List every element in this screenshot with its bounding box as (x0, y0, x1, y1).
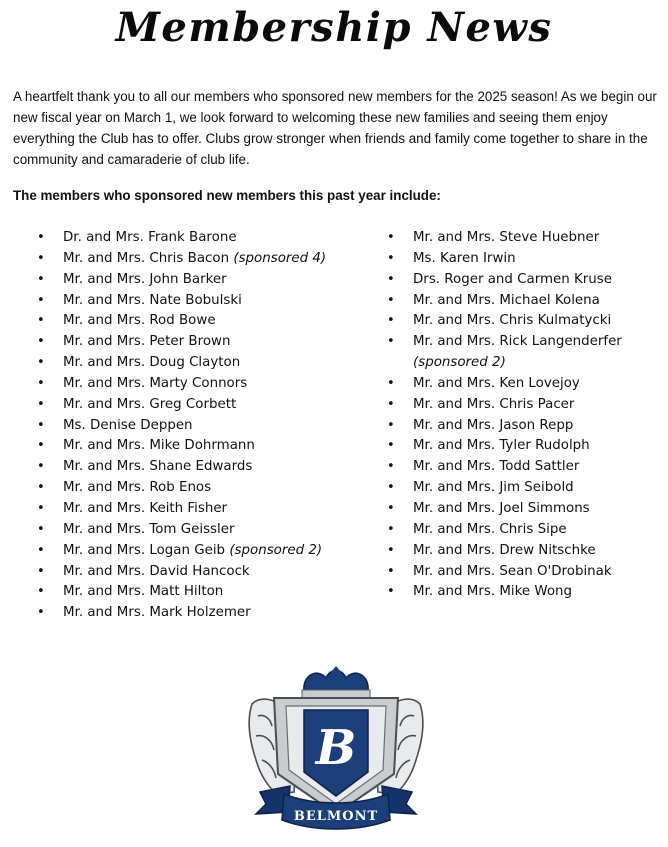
sponsor-list-item (63, 582, 326, 603)
sponsor-list-item (63, 395, 326, 416)
sponsor-list-right (413, 228, 663, 603)
sponsor-name: Mr. and Mrs. Marty Connors (63, 375, 248, 391)
page-title: Membership News (115, 4, 553, 51)
sponsors-subheading: The members who sponsored new members this past year include: (13, 188, 441, 203)
sponsor-list-item (63, 457, 326, 478)
sponsor-list-item (413, 499, 663, 520)
sponsor-name: Mr. and Mrs. Chris Sipe (413, 521, 567, 537)
sponsor-name: Mr. and Mrs. Mike Dohrmann (63, 438, 255, 454)
sponsor-list-item (413, 478, 663, 499)
sponsor-list-item (413, 562, 663, 583)
sponsor-list-item (63, 499, 326, 520)
sponsor-list-item (63, 374, 326, 395)
sponsor-name: Mr. and Mrs. Mark Holzemer (63, 605, 251, 621)
sponsor-list-item (413, 436, 663, 457)
sponsor-name: Mr. and Mrs. Chris Bacon (63, 250, 230, 266)
sponsor-name: Mr. and Mrs. Ken Lovejoy (413, 375, 580, 391)
sponsor-name: Mr. and Mrs. Shane Edwards (63, 459, 253, 475)
sponsor-count-note: (sponsored 4) (233, 250, 327, 266)
sponsor-name: Dr. and Mrs. Frank Barone (63, 230, 237, 245)
sponsor-list-item (413, 395, 663, 416)
sponsor-name: Mr. and Mrs. Nate Bobulski (63, 292, 242, 308)
banner-text: BELMONT (293, 809, 379, 824)
sponsor-list-item (413, 374, 663, 395)
sponsor-list-item (413, 249, 663, 270)
sponsor-name: Mr. and Mrs. Drew Nitschke (413, 542, 596, 558)
sponsor-name: Mr. and Mrs. Tom Geissler (63, 521, 235, 537)
sponsor-name: Mr. and Mrs. John Barker (63, 271, 227, 287)
sponsor-name: Mr. and Mrs. Doug Clayton (63, 355, 241, 371)
intro-paragraph: A heartfelt thank you to all our members who sponsored new members for the 2025 season! As we begin our new fiscal year on March 1, we look forward to welcoming these new families and seeing them enjoy everything the Club has to offer. Clubs grow stronger when friends and family come together to share in the community and camaraderie of club life. (13, 89, 657, 167)
crest-letter: B (315, 720, 357, 776)
sponsor-list-item (63, 291, 326, 312)
sponsor-name: Mr. and Mrs. Keith Fisher (63, 500, 228, 516)
sponsor-count-note: (sponsored 2) (229, 542, 323, 558)
sponsor-name: Mr. and Mrs. Matt Hilton (63, 584, 224, 600)
sponsor-list-item (413, 541, 663, 562)
sponsor-list-item (413, 270, 663, 291)
sponsor-list-item (413, 228, 663, 249)
sponsor-list-left (63, 228, 326, 624)
sponsor-count-note: (sponsored 2) (413, 355, 506, 371)
sponsor-name: Mr. and Mrs. Logan Geib (63, 542, 226, 558)
sponsor-list-item (63, 332, 326, 353)
sponsor-list-item (413, 457, 663, 478)
sponsor-list-item (413, 332, 663, 374)
sponsor-name: Mr. and Mrs. Jason Repp (413, 417, 574, 433)
sponsor-name: Ms. Denise Deppen (63, 417, 193, 433)
sponsor-name: Mr. and Mrs. Rick Langenderfer (413, 334, 622, 350)
sponsor-list-item (413, 311, 663, 332)
sponsor-name: Mr. and Mrs. David Hancock (63, 563, 250, 579)
sponsor-name: Mr. and Mrs. Peter Brown (63, 334, 231, 350)
sponsor-name: Mr. and Mrs. Rob Enos (63, 480, 212, 496)
sponsor-list-item (63, 478, 326, 499)
belmont-crest-logo (244, 664, 428, 836)
sponsor-name: Mr. and Mrs. Joel Simmons (413, 500, 590, 516)
sponsor-list-item (63, 541, 326, 562)
sponsor-list-item (63, 228, 326, 249)
sponsor-name: Mr. and Mrs. Rod Bowe (63, 313, 216, 329)
sponsor-name: Mr. and Mrs. Steve Huebner (413, 230, 600, 245)
sponsor-name: Mr. and Mrs. Tyler Rudolph (413, 438, 590, 454)
sponsor-list-item (413, 582, 663, 603)
sponsor-list-item (63, 311, 326, 332)
sponsor-name: Mr. and Mrs. Michael Kolena (413, 292, 600, 308)
sponsor-list-item (63, 416, 326, 437)
sponsor-list-item (63, 249, 326, 270)
sponsor-name: Mr. and Mrs. Mike Wong (413, 584, 573, 600)
sponsor-name: Mr. and Mrs. Sean O'Drobinak (413, 563, 612, 579)
sponsor-name: Mr. and Mrs. Todd Sattler (413, 459, 580, 475)
sponsor-list-item (413, 291, 663, 312)
sponsor-list-item (63, 520, 326, 541)
sponsor-list-item (413, 416, 663, 437)
sponsor-list-item (63, 353, 326, 374)
sponsor-list-item (63, 603, 326, 624)
sponsor-name: Mr. and Mrs. Jim Seibold (413, 480, 574, 496)
sponsor-list-item (63, 270, 326, 291)
sponsor-name: Mr. and Mrs. Chris Kulmatycki (413, 313, 612, 329)
sponsor-name: Mr. and Mrs. Chris Pacer (413, 396, 575, 412)
sponsor-name: Drs. Roger and Carmen Kruse (413, 271, 612, 287)
sponsor-list-item (63, 436, 326, 457)
crown-icon (302, 666, 370, 698)
sponsor-name: Ms. Karen Irwin (413, 250, 516, 266)
sponsor-list-item (63, 562, 326, 583)
sponsor-name: Mr. and Mrs. Greg Corbett (63, 396, 237, 412)
sponsor-list-item (413, 520, 663, 541)
